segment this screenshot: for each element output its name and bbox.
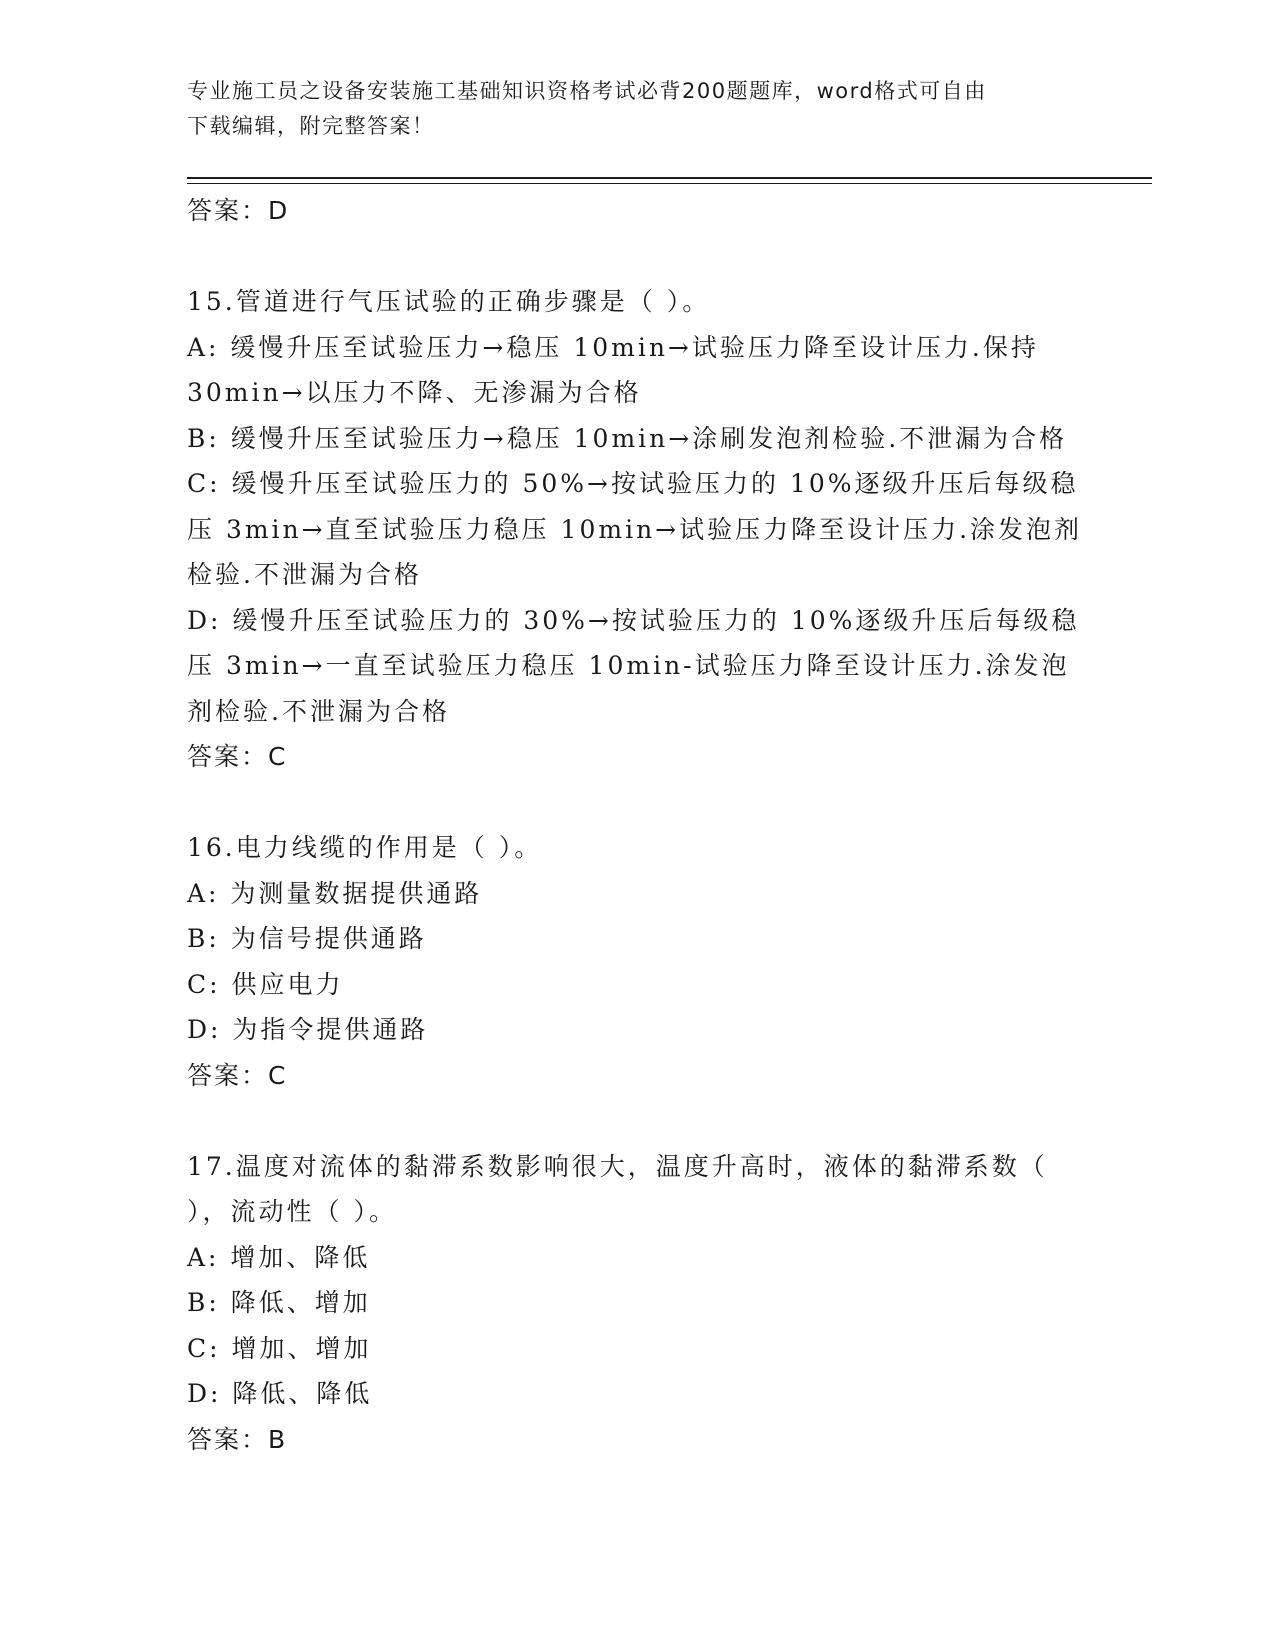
option-line: B: 为信号提供通路 bbox=[187, 924, 427, 953]
option-line: 压 3min→直至试验压力稳压 10min→试验压力降至设计压力.涂发泡剂 bbox=[187, 514, 1083, 544]
answer-line: 答案：D bbox=[187, 196, 290, 225]
option-line: B: 降低、增加 bbox=[187, 1288, 371, 1317]
header-line: 下载编辑，附完整答案！ bbox=[187, 114, 435, 138]
header-divider bbox=[187, 177, 1152, 179]
question-stem: 15.管道进行气压试验的正确步骤是（ ）。 bbox=[187, 287, 711, 316]
question-stem: 16.电力线缆的作用是（ ）。 bbox=[187, 833, 543, 862]
option-line: D: 为指令提供通路 bbox=[187, 1015, 429, 1044]
header-line: 专业施工员之设备安装施工基础知识资格考试必背200题题库，word格式可自由 bbox=[187, 79, 987, 103]
option-line: 30min→以压力不降、无渗漏为合格 bbox=[187, 378, 642, 407]
question-content bbox=[187, 188, 1087, 1462]
option-line: 剂检验.不泄漏为合格 bbox=[187, 696, 450, 726]
option-line: A: 增加、降低 bbox=[187, 1242, 371, 1272]
question-block-15 bbox=[187, 279, 1087, 780]
option-line: 检验.不泄漏为合格 bbox=[187, 560, 422, 589]
answer-line: 答案：C bbox=[187, 742, 288, 771]
page-header bbox=[187, 74, 1067, 144]
option-line: D: 降低、降低 bbox=[187, 1379, 373, 1408]
spacer bbox=[187, 1098, 1087, 1144]
question-block-17 bbox=[187, 1144, 1087, 1463]
option-line: C: 缓慢升压至试验压力的 50%→按试验压力的 10%逐级升压后每级稳 bbox=[187, 469, 1079, 498]
spacer bbox=[187, 234, 1087, 280]
spacer bbox=[187, 780, 1087, 826]
answer-line: 答案：B bbox=[187, 1424, 288, 1454]
option-line: A: 为测量数据提供通路 bbox=[187, 878, 483, 908]
question-stem: 17.温度对流体的黏滞系数影响很大，温度升高时，液体的黏滞系数（ bbox=[187, 1151, 1048, 1181]
option-line: D: 缓慢升压至试验压力的 30%→按试验压力的 10%逐级升压后每级稳 bbox=[187, 605, 1080, 635]
question-stem: ），流动性（ ）。 bbox=[187, 1197, 397, 1226]
option-line: B: 缓慢升压至试验压力→稳压 10min→涂刷发泡剂检验.不泄漏为合格 bbox=[187, 423, 1068, 453]
option-line: 压 3min→一直至试验压力稳压 10min-试验压力降至设计压力.涂发泡 bbox=[187, 651, 1070, 680]
option-line: A: 缓慢升压至试验压力→稳压 10min→试验压力降至设计压力.保持 bbox=[187, 332, 1039, 362]
answer-line: 答案：C bbox=[187, 1060, 288, 1090]
question-block-16 bbox=[187, 825, 1087, 1098]
option-line: C: 供应电力 bbox=[187, 969, 344, 999]
header-divider-thin bbox=[187, 183, 1152, 184]
option-line: C: 增加、增加 bbox=[187, 1333, 372, 1363]
